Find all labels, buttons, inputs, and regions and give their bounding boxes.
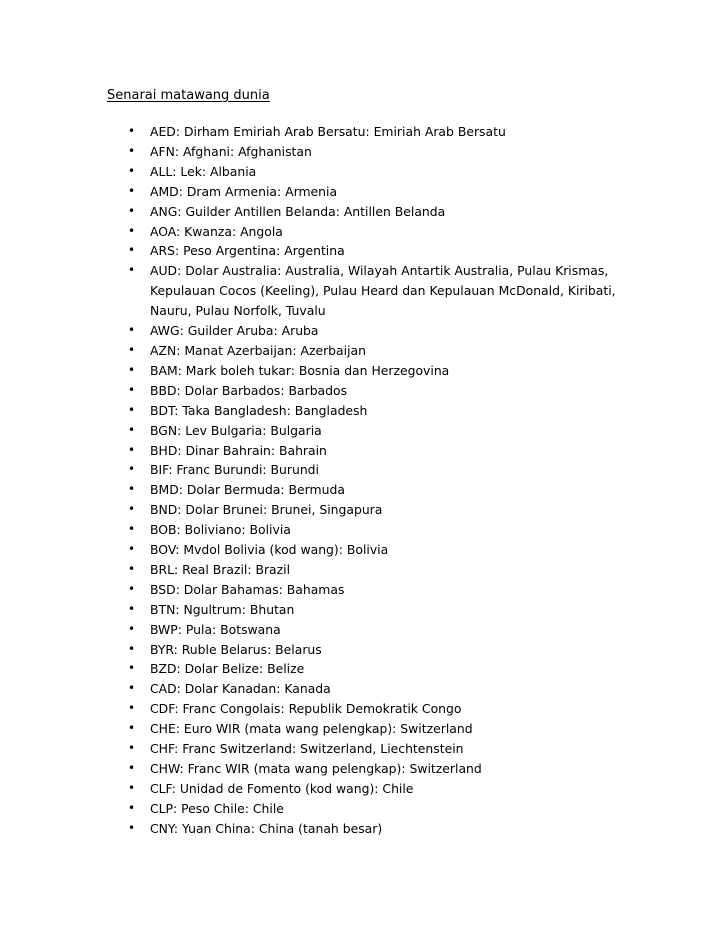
bullet-icon: • (128, 223, 136, 238)
list-item (0, 241, 630, 261)
list-item (0, 799, 630, 819)
list-item (0, 361, 630, 381)
list-item (0, 222, 630, 242)
bullet-icon: • (128, 203, 136, 218)
bullet-icon: • (128, 542, 136, 557)
bullet-icon: • (128, 800, 136, 815)
list-item (0, 779, 630, 799)
list-item (0, 679, 630, 699)
list-item-text: BSD: Dolar Bahamas: Bahamas (150, 581, 345, 597)
list-item (0, 580, 630, 600)
list-item-text: BMD: Dolar Bermuda: Bermuda (150, 482, 345, 498)
list-item (0, 600, 630, 620)
list-item-text: BDT: Taka Bangladesh: Bangladesh (150, 402, 368, 418)
bullet-icon: • (128, 601, 136, 616)
bullet-icon: • (128, 263, 136, 278)
bullet-icon: • (128, 761, 136, 775)
list-item-text: BHD: Dinar Bahrain: Bahrain (150, 442, 327, 458)
bullet-icon: • (128, 502, 136, 517)
bullet-icon: • (128, 701, 136, 716)
page-title: Senarai matawang dunia (107, 88, 270, 103)
bullet-icon: • (128, 641, 136, 656)
list-item-text: BRL: Real Brazil: Brazil (150, 561, 291, 577)
bullet-icon: • (128, 342, 136, 357)
list-item (0, 202, 630, 222)
bullet-icon: • (128, 820, 136, 835)
list-item (0, 719, 630, 739)
list-item (0, 341, 630, 361)
list-item (0, 640, 630, 660)
list-item (0, 460, 630, 480)
list-item (0, 520, 630, 540)
list-item-text: AOA: Kwanza: Angola (150, 223, 283, 239)
list-item-text: CLF: Unidad de Fomento (kod wang): Chile (150, 780, 414, 796)
bullet-icon: • (128, 442, 136, 457)
list-item-text: BIF: Franc Burundi: Burundi (150, 462, 319, 478)
list-item (0, 401, 630, 421)
list-item-text: AFN: Afghani: Afghanistan (150, 143, 312, 159)
list-item-text: AMD: Dram Armenia: Armenia (150, 183, 338, 199)
list-item (0, 480, 630, 500)
bullet-icon: • (128, 243, 136, 258)
list-item-text: ARS: Peso Argentina: Argentina (150, 243, 345, 259)
list-item-text: CLP: Peso Chile: Chile (150, 800, 284, 816)
list-item-text: AWG: Guilder Aruba: Aruba (150, 323, 319, 339)
list-item-text: ANG: Guilder Antillen Belanda: Antillen Belanda (150, 203, 446, 219)
list-item-text: CAD: Dolar Kanadan: Kanada (150, 681, 331, 697)
bullet-icon: • (128, 661, 136, 676)
list-item (0, 321, 630, 341)
list-item-text: CHW: Franc WIR (mata wang pelengkap): Switzerland (150, 761, 482, 776)
list-item-text: CNY: Yuan China: China (tanah besar) (150, 820, 383, 836)
bullet-icon: • (128, 780, 136, 795)
list-item-text: CHE: Euro WIR (mata wang pelengkap): Switzerland (150, 721, 473, 737)
bullet-icon: • (128, 462, 136, 477)
list-item (0, 421, 630, 441)
currency-list (0, 122, 630, 839)
list-item (0, 699, 630, 719)
list-item-text: BWP: Pula: Botswana (150, 621, 281, 637)
bullet-icon: • (128, 581, 136, 596)
list-item (0, 122, 630, 142)
bullet-icon: • (128, 163, 136, 178)
bullet-icon: • (128, 741, 136, 756)
list-item (0, 162, 630, 182)
bullet-icon: • (128, 482, 136, 497)
list-item (0, 819, 630, 839)
bullet-icon: • (128, 143, 136, 158)
list-item (0, 381, 630, 401)
list-item-text: AUD: Dolar Australia: Australia, Wilayah Antartik Australia, Pulau Krismas, Kepulauan Cocos (Keeling), Pulau Heard dan Kepulauan McDonald, Kiribati, Nauru, Pulau Norfolk, Tuvalu (150, 263, 616, 319)
bullet-icon: • (128, 183, 136, 198)
list-item-text: BOV: Mvdol Bolivia (kod wang): Bolivia (150, 542, 389, 558)
bullet-icon: • (128, 362, 136, 377)
list-item (0, 441, 630, 461)
list-item-text: CDF: Franc Congolais: Republik Demokratik Congo (150, 701, 462, 717)
list-item (0, 500, 630, 520)
list-item (0, 142, 630, 162)
list-item (0, 739, 630, 759)
list-item-text: BYR: Ruble Belarus: Belarus (150, 641, 322, 657)
bullet-icon: • (128, 124, 136, 138)
list-item (0, 659, 630, 679)
bullet-icon: • (128, 561, 136, 576)
list-item (0, 620, 630, 640)
list-item-text: AED: Dirham Emiriah Arab Bersatu: Emiriah Arab Bersatu (150, 124, 506, 139)
bullet-icon: • (128, 621, 136, 636)
list-item-text: BGN: Lev Bulgaria: Bulgaria (150, 422, 322, 438)
bullet-icon: • (128, 382, 136, 397)
list-item (0, 540, 630, 560)
list-item (0, 261, 630, 321)
bullet-icon: • (128, 721, 136, 736)
bullet-icon: • (128, 402, 136, 417)
list-item-text: BTN: Ngultrum: Bhutan (150, 601, 295, 617)
list-item (0, 759, 630, 779)
bullet-icon: • (128, 681, 136, 696)
list-item-text: CHF: Franc Switzerland: Switzerland, Liechtenstein (150, 741, 464, 757)
list-item-text: BAM: Mark boleh tukar: Bosnia dan Herzegovina (150, 362, 450, 378)
list-item-text: BBD: Dolar Barbados: Barbados (150, 382, 348, 398)
list-item (0, 182, 630, 202)
list-item (0, 560, 630, 580)
list-item-text: BOB: Boliviano: Bolivia (150, 522, 291, 538)
bullet-icon: • (128, 522, 136, 537)
list-item-text: ALL: Lek: Albania (150, 163, 257, 179)
list-item-text: AZN: Manat Azerbaijan: Azerbaijan (150, 342, 366, 358)
bullet-icon: • (128, 422, 136, 437)
bullet-icon: • (128, 323, 136, 338)
list-item-text: BND: Dolar Brunei: Brunei, Singapura (150, 502, 383, 518)
list-item-text: BZD: Dolar Belize: Belize (150, 661, 305, 677)
